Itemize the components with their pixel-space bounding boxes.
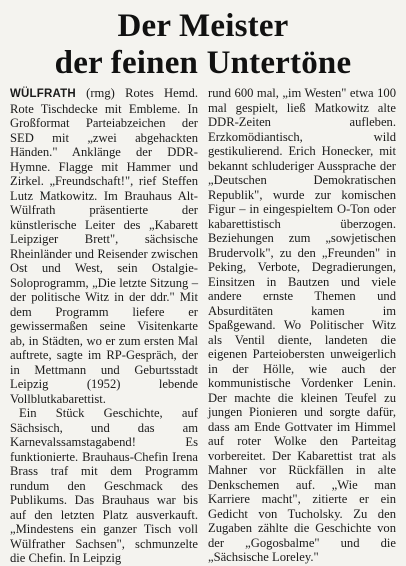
headline-line-1: Der Meister	[117, 8, 289, 44]
headline-line-2: der feinen Untertöne	[54, 45, 352, 81]
article-column-right	[208, 86, 396, 566]
article-paragraph	[10, 86, 198, 406]
article-paragraph: Ein Stück Geschichte, auf Sächsisch, und das am Karnevalssamstagabend! Es funktionierte. Brauhaus-Chefin Irena Brass traf mit dem Programm rundum den Geschmack des Publikums. Das Brauhaus war bis auf den letzten Platz ausverkauft. „Mindestens ein ganzer Tisch voll Wülfrather Sachsen", schmunzelte die Chefin. In Leipzig	[10, 406, 198, 565]
dateline: WÜLFRATH	[10, 88, 76, 100]
byline: (rmg)	[75, 86, 126, 100]
article-column-left	[10, 86, 198, 566]
paragraph-text: Rotes Hemd. Rote Tischdecke mit Embleme. In Großformat Parteiabzeichen der SED mit „zwei abgehackten Händen." Anklänge der DDR- Hymne. Flagge mit Hammer und Zirkel. „Freundschaft!", rief Steffen Lutz Matkowitz. Im Brauhaus Alt-Wülfrath präsentierte der künstlerische Leiter des „Kabarett Leipziger Brett", sächsische Rheinländer und Reisender zwischen Ost und West, sein Ostalgie-Soloprogramm, „Die letzte Sitzung – der politische Witz in der ddr." Mit dem Programm liefere er gewissermaßen seine Visitenkarte ab, in Städten, wo er zum ersten Mal auftrete, sagte im RP-Gespräch, der in Mettmann und Geburtsstadt Leipzig (1952) lebende Vollblutkabarettist.	[10, 86, 198, 406]
article-paragraph: rund 600 mal, „im Westen" etwa 100 mal gespielt, ließ Matkowitz alte DDR-Zeiten aufleben. Erzkomödiantisch, wild gestikulierend. Erich Honecker, mit bekannt schluderiger Aussprache der „Deutschen Demokratischen Republik", wurde zur komischen Figur – in eingespieltem O-Ton oder kabarettistisch überzogen. Beziehungen zum „sowjetischen Brudervolk", zu den „Freunden" in Peking, Verbote, Degradierungen, Einsitzen in Bautzen und viele andere ernste Themen und Absurditäten kamen im Spaßgewand. Wo Politischer Witz als Ventil diente, landeten die eigenen Parteiobersten unweigerlich in der Hölle, wie auch der kommunistische Vordenker Lenin. Der machte die kleinen Teufel zu jungen Pionieren und sorgte dafür, dass am Ende Gottvater im Himmel auf roter Wolke den Parteitag vorbereitet. Der Kabarettist trat als Mahner vor Rückfällen in alte Denkschemen auf. „Wie man Karriere macht", zitierte er ein Gedicht von Tucholsky. Zu den Zugaben zählte die Geschichte von der „Gogosbalme" und die „Sächsische Loreley."	[208, 86, 396, 564]
headline	[10, 8, 396, 82]
article-body	[10, 86, 396, 566]
